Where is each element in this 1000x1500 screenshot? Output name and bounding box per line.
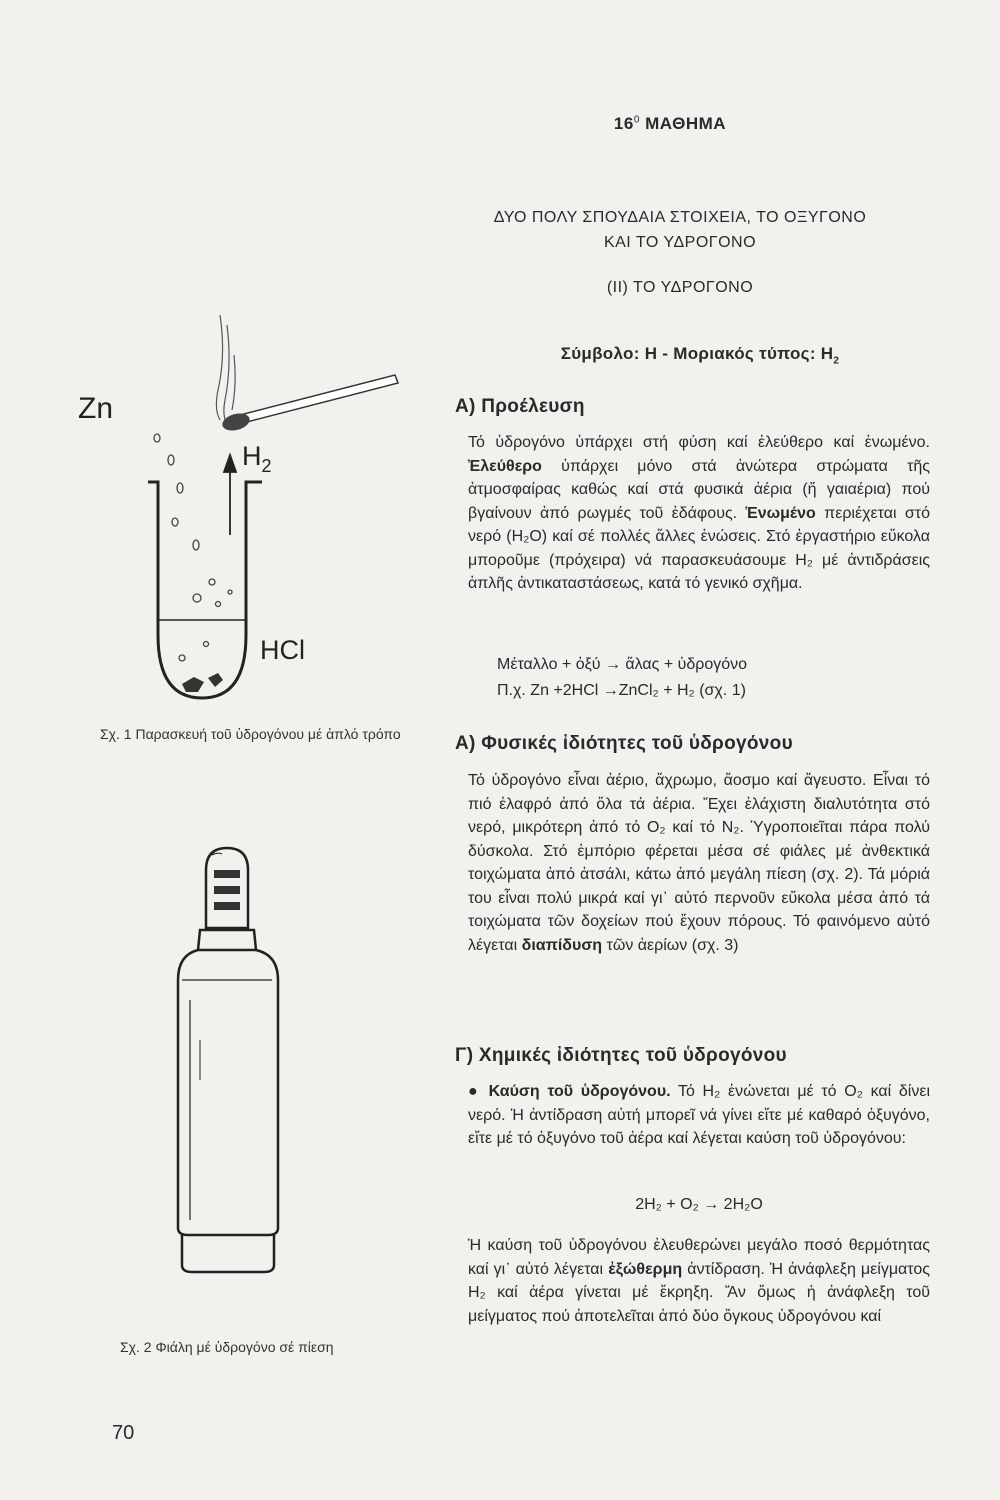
figure-gas-cylinder	[160, 840, 300, 1280]
zinc-pieces	[182, 673, 223, 692]
figure-test-tube	[70, 300, 430, 720]
figure1-caption: Σχ. 1 Παρασκευή τοῦ ὑδρογόνου μέ ἁπλό τρόπο	[100, 726, 401, 742]
symbol-text: Σύμβολο: Η - Μοριακός τύπος: Η	[560, 344, 834, 363]
lesson-word: ΜΑΘΗΜΑ	[645, 114, 727, 133]
test-tube-icon	[148, 482, 262, 698]
exothermic-bold: ἐξώθερμη	[608, 1260, 683, 1278]
origin-text-1: Τό ὑδρογόνο ὑπάρχει στή φύση καί ἐλεύθερο καί ἑνωμένο.	[468, 434, 930, 451]
lesson-number-sup: 0	[633, 114, 640, 126]
physical-text-2: τῶν ἀερίων (σχ. 3)	[606, 936, 739, 954]
combustion-text-1: Τό Η₂ ἑνώνεται μέ τό Ο₂ καί δίνει νερό. Ἡ ἀντίδραση αὐτή μπορεῖ νά γίνει εἴτε μέ καθαρό ὀξυγόνο, εἴτε μέ τό ὀξυγόνο τοῦ ἀέρα καί λέγεται καύση τοῦ ὑδρογόνου:	[468, 1083, 931, 1147]
page-number: 70	[112, 1422, 135, 1444]
lesson-number	[460, 114, 880, 134]
heading-origin: Α) Προέλευση	[455, 396, 585, 417]
symbol-sub: 2	[833, 355, 840, 367]
equation-general: Μέταλλο + ὀξύ → ἅλας + ὑδρογόνο	[497, 656, 748, 673]
equation-example: Π.χ. Zn +2HCl →ZnCl₂ + H₂ (σχ. 1)	[497, 682, 746, 699]
equation-combustion: 2H₂ + O₂ → 2H₂O	[635, 1196, 763, 1213]
paragraph-origin	[468, 431, 930, 596]
origin-text-3: περιέχεται στό νερό (Η₂Ο) καί σέ πολλές ἄλλες ἑνώσεις. Στό ἐργαστήριο εὔκολα μποροῦμε (πρόχειρα) νά παρασκευάσουμε Η₂ μέ ἀντιδράσεις ἁπλῆς ἀντικαταστάσεως, κατά τό γενικό σχῆμα.	[468, 504, 930, 592]
bullet: ●	[468, 1083, 481, 1100]
label-h: $H_2$	[242, 441, 272, 476]
combustion-bold-lead: Καύση τοῦ ὑδρογόνου.	[488, 1083, 671, 1100]
title-line-2: ΚΑΙ ΤΟ ΥΔΡΟΓΟΝΟ	[603, 234, 757, 251]
smoke-lines	[216, 315, 235, 425]
gas-cylinder-icon	[178, 848, 278, 1272]
subtitle: (ΙΙ) ΤΟ ΥΔΡΟΓΟΝΟ	[606, 279, 754, 296]
heading-chemical: Γ) Χημικές ἰδιότητες τοῦ ὑδρογόνου	[455, 1045, 787, 1066]
page-title	[440, 205, 920, 255]
symbol-line	[460, 344, 940, 366]
label-hcl: HCl	[260, 635, 305, 665]
figure2-caption: Σχ. 2 Φιάλη μέ ὑδρογόνο σέ πίεση	[120, 1339, 334, 1355]
bubbles	[154, 434, 232, 661]
physical-text-1: Τό ὑδρογόνο εἶναι ἀέριο, ἄχρωμο, ἄοσμο καί ἄγευστο. Εἶναι τό πιό ἐλαφρό ἀπό ὅλα τά ἀέρια. Ἔχει ἐλάχιστη διαλυτότητα στό νερό, μικρότερη ἀπό τό Ο₂ καί τό Ν₂. Ὑγροποιεῖται πάρα πολύ δύσκολα. Στό ἐμπόριο φέρεται μέσα σέ φιάλες μέ ἀνθεκτικά τοιχώματα ἀπό ἀτσάλι, κάτω ἀπό μεγάλη πίεση (σχ. 2). Τά μόριά του εἶναι πολύ μικρά καί γι᾽ αὐτό περνοῦν εὔκολα μέσα ἀπό τά τοιχώματα τῶν δοχείων πού ἔχουν πόρους. Τό φαινόμενο αὐτό λέγεται	[468, 772, 930, 954]
label-zn: Zn	[78, 392, 114, 425]
heading-physical: Α) Φυσικές ἰδιότητες τοῦ ὑδρογόνου	[455, 733, 793, 754]
origin-bold-compound: Ἑνωμένο	[745, 504, 816, 522]
paragraph-exothermic	[468, 1234, 930, 1328]
arrow-icon	[224, 455, 236, 535]
origin-text-2: ὑπάρχει μόνο στά ἀνώτερα στρώματα τῆς ἀτμοσφαίρας καθώς καί στά φυσικά ἀέρια (ἤ γαιαέρια) πού βγαίνουν ἀπό ρωγμές τοῦ ἐδάφους.	[468, 457, 931, 522]
paragraph-combustion	[468, 1080, 930, 1151]
title-line-1: ΔΥΟ ΠΟΛΥ ΣΠΟΥΔΑΙΑ ΣΤΟΙΧΕΙΑ, ΤΟ ΟΞΥΓΟΝΟ	[493, 209, 867, 226]
origin-bold-free: Ἐλεύθερο	[468, 457, 542, 475]
physical-bold-diffusion: διαπίδυση	[521, 936, 603, 954]
exothermic-text-2: ἀντίδραση. Ἡ ἀνάφλεξη μείγματος Η₂ καί ἀέρα γίνεται μέ ἔκρηξη. Ἄν ὅμως ἡ ἀνάφλεξη τοῦ μείγματος πού ἀποτελεῖται ἀπό δύο ὄγκους ὑδρογόνου καί	[468, 1260, 930, 1325]
matchstick-icon	[220, 375, 398, 433]
exothermic-text-1: Ἡ καύση τοῦ ὑδρογόνου ἐλευθερώνει μεγάλο ποσό θερμότητας καί γι᾽ αὐτό λέγεται	[468, 1237, 930, 1278]
paragraph-physical	[468, 769, 930, 957]
lesson-number-value: 16	[613, 114, 634, 133]
